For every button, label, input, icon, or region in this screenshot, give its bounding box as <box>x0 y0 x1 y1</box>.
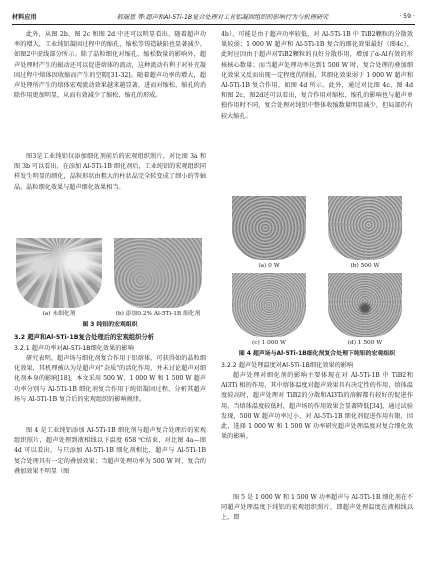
macrostructure-image <box>232 196 306 260</box>
macrostructure-image <box>16 238 102 308</box>
subsection-heading: 3.2.2 超声处理温度对Al-5Ti-1B细化效果的影响 <box>221 362 354 369</box>
paragraph: 图 4 是工业纯铝添加 Al-5Ti-1B 细化剂与超声复合处理后的宏观组织照片，超声处理到液相线以下温度 658 ℃结束，对比图 4a—图 4d 可以看出，与只添加 Al-5Ti-1B 细化剂相比，超声与 Al-5Ti-1B 复合处理具有一定的叠加效果；当超声处理功率为 500 W 时，复合的叠加效果不明显（图 <box>14 427 206 475</box>
figure-3b <box>110 238 206 318</box>
journal-name: 材料应用 <box>12 13 37 21</box>
subfigure-label: (d) 1 500 W <box>347 340 383 346</box>
article-title: 韩瑞恩 等:超声和Al-5Ti-1B复合处理对工业铝凝固组织的影响行为与机理研究 <box>116 13 329 21</box>
paragraph: 此外，从图 2b，图 2c 和图 2d 中还可以明显看出，随着超声功率的增大，工业纯铝凝固过程中的缩孔、缩松等铸造缺陷也显著减少，如图2中虚线部分所示。除了晶粒细化对缩孔、缩松数量的影响外，超声处理时产生的振动还可以促进熔体的流动，这种流动有利于对补充凝固过程中熔体因收缩而产生的空隙[31-32]。随着超声功率的增大，超声处理所产生的熔体宏观流动效果越来越显著，进而对缩松，缩孔的消除作用更加明显，从而有效减少了缩松、缩孔的形成。 <box>14 31 206 100</box>
running-header <box>12 9 415 23</box>
paragraph: 图3是工业纯铝仅添加细化剂前后的宏观组织照片，对比图 3a 和图 3b 可以看出，在添加 Al-5Ti-1B 细化剂后，工业纯铝的宏观组织同样发生明显的细化，晶粒形状由粗大的柱状晶完全转变成了细小的等轴晶，晶粒细化效果与超声细化效果相当。 <box>14 153 206 191</box>
subfigure-label: (c) 1 000 W <box>251 340 286 346</box>
figure-4-caption: 图 4 超声场与Al-5Ti-1B细化剂复合处理下纯铝的宏观组织 <box>238 351 396 357</box>
figure-3 <box>14 238 206 318</box>
figure-4 <box>221 196 413 359</box>
figure-4c <box>229 273 309 347</box>
subsection-heading: 3.2.1 超声功率对Al-5Ti-1B细化效果的影响 <box>14 345 134 352</box>
macrostructure-image <box>114 238 202 308</box>
page-number: · 59 · <box>399 12 415 20</box>
macrostructure-image <box>232 273 306 337</box>
header-rule <box>12 24 415 25</box>
macrostructure-image <box>328 273 402 337</box>
figure-4a <box>229 196 309 270</box>
paragraph: 4b），可能是由于超声功率较低，对 Al-5Ti-1B 中 TiB2颗粒的分散效果较弱；1 000 W 超声和 Al-5Ti-1B 复合的细化效果最好（图4c），此时应因由于超声对TiB2颗粒的良好分散作用，增加了α-Al有效的形核核心数量；而当超声处理功率达到1 500 W 时，复合处理的叠加细化效果又反而出现一定程度的削弱，其细化效果弱于 1 000 W 超声和 Al-5Ti-1B 复合作用，如图 4d 所示。此外，通过对比图 4c、图 4d 和图 2c、图2d还可以看出，复合作用对缩松、缩孔的影响也与超声单独作用时不同，复合处理对纯铝中整体收缩数量明显减少，但局部仍有较大缩孔。 <box>221 31 413 120</box>
section-heading: 3.2 超声和Al-5Ti-1B复合处理后的宏观组织分析 <box>14 334 155 341</box>
figure-3-caption: 图 3 纯铝的宏观组织 <box>82 322 138 328</box>
paragraph: 图 5 是 1 000 W 和 1 500 W 功率超声与 Al-5Ti-1B 细化剂在不同超声处理温度下纯铝的宏观组织照片，即超声处理温度在液相线以上，即 <box>221 494 413 522</box>
subfigure-label: (b) 添加0.2% Al-5Ti-1B 细化剂 <box>115 311 201 317</box>
subfigure-label: (a) 未细化剂 <box>42 311 76 317</box>
subfigure-label: (a) 0 W <box>258 263 280 269</box>
right-column <box>221 30 413 524</box>
figure-4b <box>325 196 405 270</box>
subfigure-label: (b) 500 W <box>350 263 380 269</box>
figure-4d <box>325 273 405 347</box>
figure-3a <box>14 238 104 318</box>
paragraph: 超声处理对细化剂的影响主要体现在对 Al-5Ti-1B 中 TiB2和 Al3Ti 相的作用，其中熔体温度对超声效果具有决定性的作用，熔体温度较高时，超声处理对 TiB2的分散和Al3Ti的溶解都有较好的促进作用，当熔体温度较低时，超声场的作用效果会显著降低[34]，通过试验发现，500 W 超声功率过小，对 Al-5Ti-1B 细化剂促进作用有限，因此，选择 1 000 W 和 1 500 W 功率研究超声处理温度对复合细化效果的影响。 <box>221 372 413 441</box>
left-column <box>14 30 206 498</box>
macrostructure-image <box>328 196 402 260</box>
paragraph: 研究表明，超声场与细化剂复合作用于铝熔体，可获得如的晶粒细化效果，其机理被认为是超声对"杂质"的活化作用，并未讨论超声对细化剂本身的影响[18]。本文采用 500 W、1 000 W 和 1 500 W 超声功率分别与 Al-5Ti-1B 细化剂复合作用于纯铝凝固过程，分析其超声场与 Al-5Ti-1B 复合后的宏观组织的影响规律。 <box>14 355 206 403</box>
